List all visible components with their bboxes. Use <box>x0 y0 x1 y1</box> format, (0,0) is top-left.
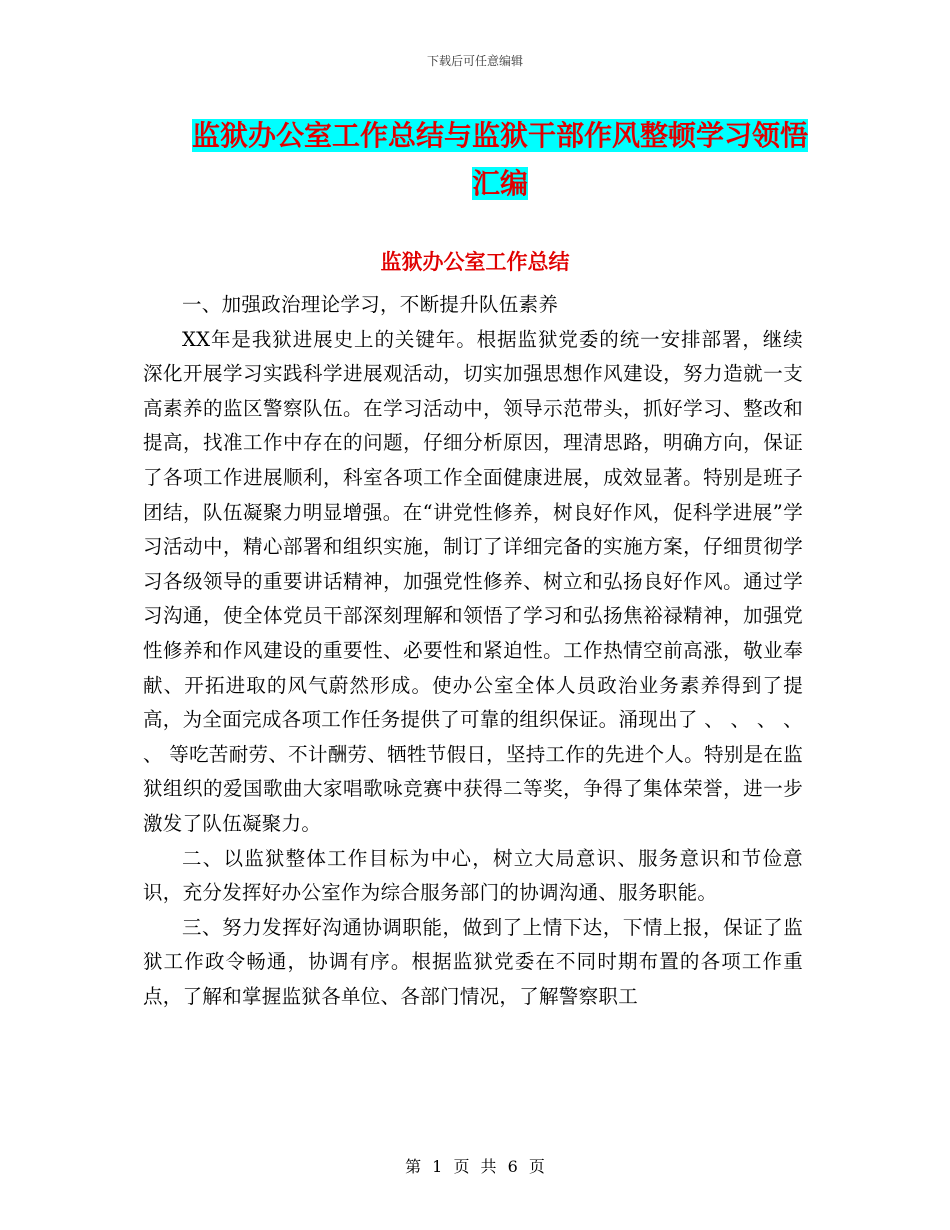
document-title <box>190 112 810 208</box>
section-title: 监狱办公室工作总结 <box>380 250 570 274</box>
header-note: 下载后可任意编辑 <box>426 54 523 68</box>
heading-paragraph-1: 一、加强政治理论学习，不断提升队伍素养 <box>182 293 559 316</box>
heading-paragraph-3: 三、努力发挥好沟通协调职能，做到了上情下达，下情上报，保证了监狱工作政令畅通，协调有序。根据监狱党委在不同时期布置的各项工作重点，了解和掌握监狱各单位、各部门情况，了解警察职工 <box>143 915 803 1008</box>
document-title-text: 监狱办公室工作总结与监狱干部作风整顿学习领悟汇编 <box>191 119 808 200</box>
body-paragraph: XX年是我狱进展史上的关键年。根据监狱党委的统一安排部署，继续深化开展学习实践科学进展观活动，切实加强思想作风建设，努力造就一支高素养的监区警察队伍。在学习活动中，领导示范带头，抓好学习、整改和提高，找准工作中存在的问题，仔细分析原因，理清思路，明确方向，保证了各项工作进展顺利，科室各项工作全面健康进展，成效显著。特别是班子团结，队伍凝聚力明显增强。在“讲党性修养，树良好作风，促科学进展”学习活动中，精心部署和组织实施，制订了详细完备的实施方案，仔细贯彻学习各级领导的重要讲话精神，加强党性修养、树立和弘扬良好作风。通过学习沟通，使全体党员干部深刻理解和领悟了学习和弘扬焦裕禄精神，加强党性修养和作风建设的重要性、必要性和紧迫性。工作热情空前高涨，敬业奉献、开拓进取的风气蔚然形成。使办公室全体人员政治业务素养得到了提高，为全面完成各项工作任务提供了可靠的组织保证。涌现出了 、 、 、 、 、 等吃苦耐劳、不计酬劳、牺牲节假日，坚持工作的先进个人。特别是在监狱组织的爱国歌曲大家唱歌咏竞赛中获得二等奖，争得了集体荣誉，进一步激发了队伍凝聚力。 <box>143 327 803 835</box>
page-number-footer: 第 1 页 共 6 页 <box>405 1157 545 1176</box>
heading-paragraph-2: 二、以监狱整体工作目标为中心，树立大局意识、服务意识和节俭意识，充分发挥好办公室作为综合服务部门的协调沟通、服务职能。 <box>143 846 803 905</box>
document-body <box>143 288 803 1014</box>
